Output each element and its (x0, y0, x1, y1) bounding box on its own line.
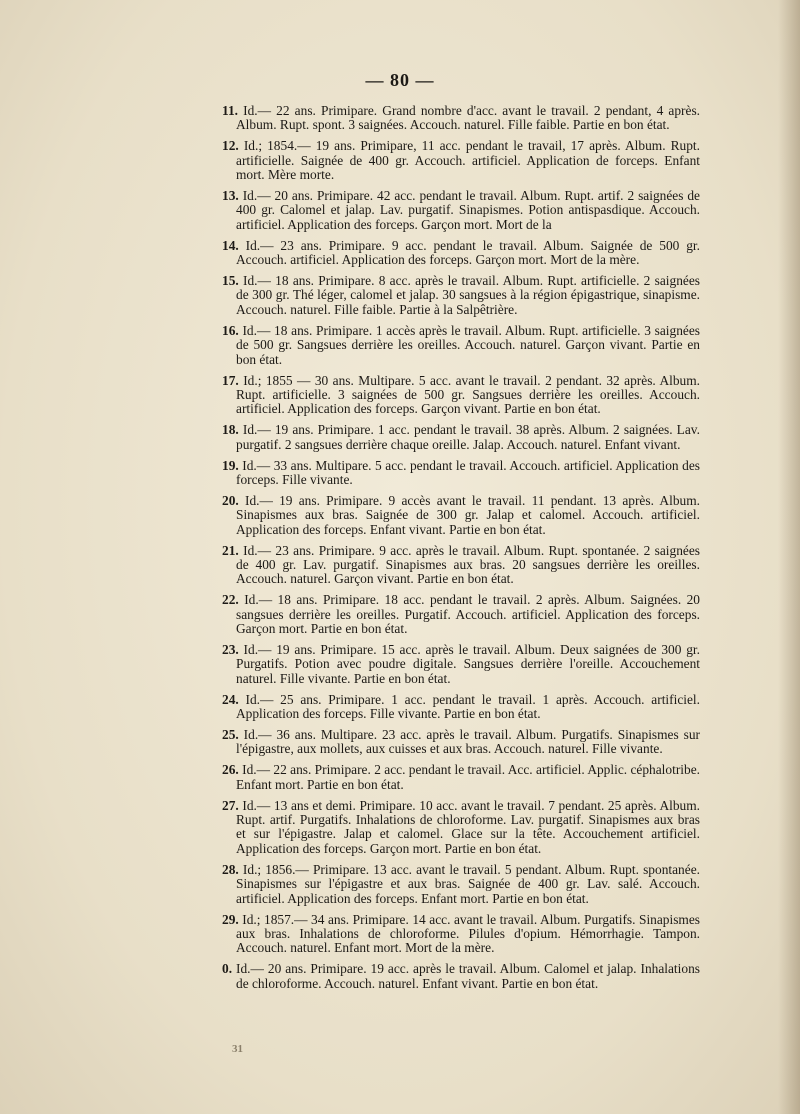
case-text: Id.; 1854.— 19 ans. Primipare, 11 acc. pendant le travail, 17 après. Album. Rupt. artificielle. Saignée de 400 gr. Accouch. artificiel. Application de forceps. Enfant mort. Mère morte. (236, 138, 700, 183)
case-entry (222, 693, 700, 722)
case-text: Id.— 23 ans. Primipare. 9 acc. après le travail. Album. Rupt. spontanée. 2 saignées de 400 gr. Lav. purgatif. Sinapismes aux bras. 20 sangsues derrière les oreilles. Accouch. naturel. Garçon vivant. Partie en bon état. (236, 542, 700, 587)
case-entry (222, 374, 700, 417)
case-text: Id.; 1855 — 30 ans. Multipare. 5 acc. avant le travail. 2 pendant. 32 après. Album. Rupt. artificielle. 3 saignées de 500 gr. Sangsues derrière les oreilles. Accouch. artificiel. Application des forceps. Garçon vivant. Partie en bon état. (236, 372, 700, 417)
page-edge-shadow (778, 0, 800, 1114)
case-text: Id.; 1857.— 34 ans. Primipare. 14 acc. avant le travail. Album. Purgatifs. Sinapismes aux bras. Inhalations de chloroforme. Pilules d'opium. Hémorrhagie. Tampon. Accouch. naturel. Enfant mort. Mort de la mère. (236, 911, 700, 956)
case-text: Id.— 33 ans. Multipare. 5 acc. pendant le travail. Accouch. artificiel. Application des forceps. Fille vivante. (236, 457, 700, 487)
case-entry (222, 139, 700, 182)
case-entry (222, 763, 700, 792)
case-number: 19. (222, 457, 239, 473)
case-number: 11. (222, 103, 238, 118)
case-list (222, 104, 700, 998)
case-entry (222, 189, 700, 232)
case-text: Id.— 13 ans et demi. Primipare. 10 acc. avant le travail. 7 pendant. 25 après. Album. Rupt. artif. Purgatifs. Inhalations de chloroforme. Lav. purgatif. Sinapismes aux bras et sur l'épigastre. Jalap et calomel. Glace sur la tête. Accouchement artificiel. Application des forceps. Garçon mort. Partie en bon état. (236, 797, 700, 856)
footer-mark: 31 (232, 1043, 243, 1055)
case-number: 13. (222, 188, 239, 204)
case-number: 25. (222, 727, 239, 743)
case-text: Id.— 19 ans. Primipare. 15 acc. après le travail. Album. Deux saignées de 300 gr. Purgatifs. Potion avec poudre digitale. Sangsues derrière l'oreille. Accouchement naturel. Fille vivante. Partie en bon état. (236, 642, 700, 686)
case-number: 26. (222, 762, 239, 778)
case-number: 28. (222, 861, 239, 877)
case-entry (222, 913, 700, 956)
case-entry (222, 324, 700, 367)
case-text: Id.— 25 ans. Primipare. 1 acc. pendant le travail. 1 après. Accouch. artificiel. Application des forceps. Fille vivante. Partie en bon état. (236, 691, 700, 722)
case-entry (222, 863, 700, 906)
case-number: 18. (222, 422, 239, 438)
case-entry (222, 728, 700, 757)
case-text: Id.— 18 ans. Primipare. 1 accès après le travail. Album. Rupt. artificielle. 3 saignées de 500 gr. Sangsues derrière les oreilles. Accouch. naturel. Garçon vivant. Partie en bon état. (236, 322, 700, 367)
case-entry (222, 423, 700, 452)
case-number: 21. (222, 542, 239, 558)
case-entry (222, 962, 700, 991)
page-number: — 80 — (365, 70, 435, 90)
case-number: 14. (222, 237, 239, 253)
case-text: Id.— 18 ans. Primipare. 8 acc. après le travail. Album. Rupt. artificielle. 2 saignées de 300 gr. Thé léger, calomel et jalap. 30 sangsues à la région épigastrique, sinapisme. Accouch. naturel. Fille faible. Partie à la Salpêtrière. (236, 273, 700, 317)
case-entry (222, 104, 700, 133)
case-number: 16. (222, 322, 239, 338)
case-entry (222, 799, 700, 857)
case-entry (222, 274, 700, 317)
case-text: Id.— 19 ans. Primipare. 9 accès avant le travail. 11 pendant. 13 après. Album. Sinapismes aux bras. Saignée de 300 gr. Jalap et calomel. Accouch. artificiel. Application des forceps. Enfant vivant. Partie en bon état. (236, 492, 700, 537)
case-number: 12. (222, 138, 239, 154)
case-text: Id.— 36 ans. Multipare. 23 acc. après le travail. Album. Purgatifs. Sinapismes sur l'épigastre, aux mollets, aux cuisses et aux bras. Accouch. naturel. Fille vivante. (236, 727, 700, 757)
case-text: Id.— 20 ans. Primipare. 19 acc. après le travail. Album. Calomel et jalap. Inhalations de chloroforme. Accouch. naturel. Enfant vivant. Partie en bon état. (236, 961, 700, 991)
case-text: Id.— 23 ans. Primipare. 9 acc. pendant le travail. Album. Saignée de 500 gr. Accouch. artificiel. Application des forceps. Garçon mort. Mort de la mère. (236, 237, 700, 268)
case-entry (222, 544, 700, 587)
case-number: 29. (222, 911, 239, 927)
case-number: 24. (222, 691, 239, 707)
case-text: Id.— 19 ans. Primipare. 1 acc. pendant le travail. 38 après. Album. 2 saignées. Lav. purgatif. 2 sangsues derrière chaque oreille. Jalap. Accouch. naturel. Enfant vivant. (236, 422, 700, 452)
case-entry (222, 239, 700, 268)
case-text: Id.— 22 ans. Primipare. 2 acc. pendant le travail. Acc. artificiel. Applic. céphalotribe. Enfant mort. Partie en bon état. (236, 762, 700, 792)
case-number: 17. (222, 372, 239, 388)
case-entry (222, 593, 700, 636)
case-number: 23. (222, 642, 239, 657)
case-number: 27. (222, 797, 239, 813)
case-text: Id.— 18 ans. Primipare. 18 acc. pendant le travail. 2 après. Album. Saignées. 20 sangsues derrière les oreilles. Purgatif. Accouch. artificiel. Application des forceps. Garçon mort. Partie en bon état. (236, 592, 700, 637)
case-number: 0. (222, 961, 233, 977)
case-text: Id.; 1856.— Primipare. 13 acc. avant le travail. 5 pendant. Album. Rupt. spontanée. Sinapismes sur l'épigastre et aux bras. Saignée de 400 gr. Lav. salé. Accouch. artificiel. Application des forceps. Enfant mort. Partie en bon état. (236, 861, 700, 906)
case-text: Id.— 20 ans. Primipare. 42 acc. pendant le travail. Album. Rupt. artif. 2 saignées de 400 gr. Calomel et jalap. Lav. purgatif. Sinapismes. Potion antispasdique. Accouch. artificiel. Application des forceps. Garçon mort. Mort de la (236, 188, 700, 232)
case-entry (222, 643, 700, 686)
case-text: Id.— 22 ans. Primipare. Grand nombre d'acc. avant le travail. 2 pendant, 4 après. Album. Rupt. spont. 3 saignées. Accouch. naturel. Fille faible. Partie en bon état. (236, 103, 700, 133)
case-entry (222, 459, 700, 488)
case-entry (222, 494, 700, 537)
case-number: 20. (222, 492, 239, 508)
case-number: 15. (222, 273, 239, 289)
case-number: 22. (222, 592, 239, 608)
